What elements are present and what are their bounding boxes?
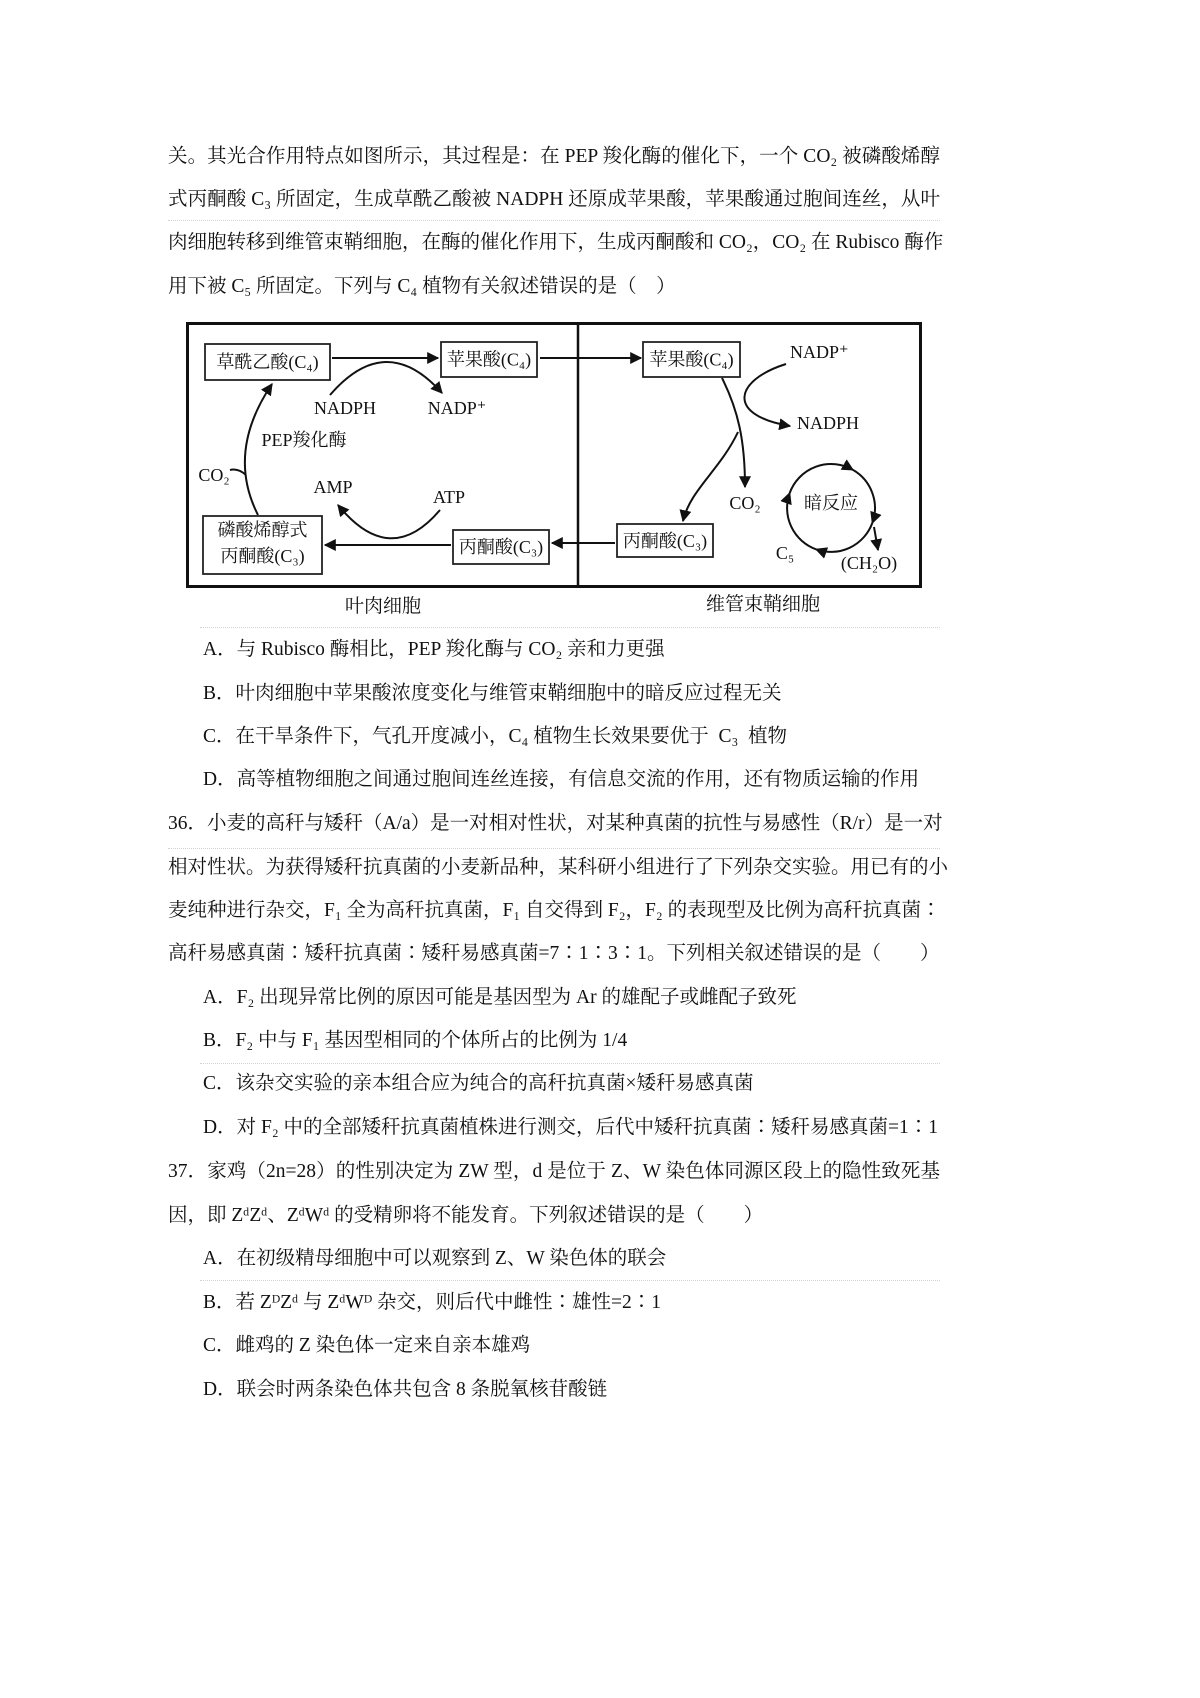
q35-stem-line-3: 肉细胞转移到维管束鞘细胞，在酶的催化作用下，生成丙酮酸和 CO₂，CO₂ 在 Rubisco 酶作 — [168, 232, 944, 253]
oxaloacetate-label: 草酰乙酸(C₄) — [216, 352, 319, 372]
option-text: 在初级精母细胞中可以观察到 Z、W 染色体的联会 — [236, 1248, 667, 1269]
q37-option-b — [203, 1288, 661, 1318]
mesophyll-caption: 叶肉细胞 — [344, 596, 421, 617]
q37-option-c — [203, 1331, 530, 1361]
dotted-rule — [168, 220, 940, 221]
option-text: 雌鸡的 Z 染色体一定来自亲本雄鸡 — [235, 1335, 531, 1356]
arrow-malate-to-co2 — [722, 378, 745, 487]
nadp-label-mesophyll: NADP⁺ — [427, 398, 487, 418]
option-label: D． — [203, 769, 237, 790]
option-text: 联会时两条染色体共包含 8 条脱氧核苷酸链 — [236, 1379, 608, 1400]
q36-option-d — [203, 1113, 938, 1143]
q36-option-c — [203, 1069, 754, 1099]
option-label: A． — [203, 987, 237, 1008]
q36-stem-line-2: 相对性状。为获得矮秆抗真菌的小麦新品种，某科研小组进行了下列杂交实验。用已有的小 — [168, 857, 949, 878]
dotted-rule — [168, 848, 940, 849]
option-text: 叶肉细胞中苹果酸浓度变化与维管束鞘细胞中的暗反应过程无关 — [235, 683, 782, 704]
option-text: 对 F₂ 中的全部矮秆抗真菌植株进行测交，后代中矮秆抗真菌∶矮秆易感真菌=1∶1 — [236, 1117, 938, 1138]
q37-option-d — [203, 1375, 607, 1405]
q35-option-b — [203, 679, 782, 709]
option-text: F₂ 出现异常比例的原因可能是基因型为 Ar 的雄配子或雌配子致死 — [236, 987, 797, 1008]
q35-option-c — [203, 722, 787, 752]
nadp-label-bundle-sheath: NADP⁺ — [790, 342, 849, 362]
option-text: 在干旱条件下，气孔开度减小，C₄ 植物生长效果要优于 C₃ 植物 — [235, 726, 788, 747]
option-label: C． — [203, 726, 236, 747]
option-label: B． — [203, 1292, 236, 1313]
calvin-cycle-arc-3 — [816, 523, 872, 552]
option-label: D． — [203, 1379, 237, 1400]
bundle-sheath-caption: 维管束鞘细胞 — [705, 594, 820, 615]
dotted-rule — [200, 627, 940, 628]
arrow-atp-to-amp — [338, 505, 440, 538]
nadph-label-bundle-sheath: NADPH — [797, 413, 860, 433]
option-text: 该杂交实验的亲本组合应为纯合的高秆抗真菌×矮秆易感真菌 — [235, 1073, 754, 1094]
option-label: D． — [203, 1117, 237, 1138]
q36-stem-line-3: 麦纯种进行杂交，F₁ 全为高秆抗真菌，F₁ 自交得到 F₂，F₂ 的表现型及比例为高秆抗真菌∶ — [168, 900, 941, 921]
atp-label: ATP — [432, 487, 466, 507]
option-text: F₂ 中与 F₁ 基因型相同的个体所占的比例为 1/4 — [235, 1030, 628, 1051]
pep-label-line-2: 丙酮酸(C₃) — [220, 546, 305, 566]
q37-stem-line-2: 因，即 ZᵈZᵈ、ZᵈWᵈ 的受精卵将不能发育。下列叙述错误的是（ ） — [168, 1205, 764, 1226]
option-label: A． — [203, 639, 237, 660]
co2-label-bundle-sheath: CO₂ — [729, 493, 761, 513]
q36-option-a — [203, 983, 796, 1013]
dotted-rule — [200, 1280, 940, 1281]
pep-carboxylase-label: PEP羧化酶 — [261, 430, 347, 450]
pep-label-line-1: 磷酸烯醇式 — [217, 520, 308, 540]
q36-stem-line-4: 高秆易感真菌∶矮秆抗真菌∶矮秆易感真菌=7∶1∶3∶1。下列相关叙述错误的是（ ） — [168, 943, 940, 964]
option-text: 与 Rubisco 酶相比，PEP 羧化酶与 CO₂ 亲和力更强 — [236, 639, 665, 660]
q35-option-a — [203, 635, 665, 665]
option-label: C． — [203, 1073, 236, 1094]
pyruvate-label-bundle-sheath: 丙酮酸(C₃) — [622, 531, 708, 551]
option-text: 若 ZᴰZᵈ 与 ZᵈWᴰ 杂交，则后代中雌性∶雄性=2∶1 — [235, 1292, 662, 1313]
q37-option-a — [203, 1244, 666, 1274]
malate-label-mesophyll: 苹果酸(C₄) — [446, 349, 532, 370]
dark-reaction-label: 暗反应 — [804, 493, 858, 513]
q35-stem-line-2: 式丙酮酸 C₃ 所固定，生成草酰乙酸被 NADPH 还原成苹果酸，苹果酸通过胞间连丝，从叶 — [168, 189, 940, 210]
arrow-nadph-to-nadp — [330, 362, 442, 395]
q36-option-b — [203, 1026, 627, 1056]
option-label: B． — [203, 1030, 236, 1051]
ch2o-label: (CH₂O) — [840, 553, 898, 573]
amp-label: AMP — [313, 477, 353, 497]
option-label: B． — [203, 683, 236, 704]
option-label: A． — [203, 1248, 237, 1269]
q36-stem-line-1: 36．小麦的高秆与矮秆（A/a）是一对相对性状，对某种真菌的抗性与易感性（R/r）是一对 — [168, 813, 943, 834]
calvin-cycle-arc-1 — [790, 464, 853, 493]
c5-label: C₅ — [775, 543, 795, 563]
nadph-label-mesophyll: NADPH — [313, 398, 377, 418]
q35-option-d — [203, 765, 919, 795]
arrow-to-ch2o — [874, 527, 878, 550]
option-text: 高等植物细胞之间通过胞间连丝连接，有信息交流的作用，还有物质运输的作用 — [236, 769, 920, 790]
q35-stem-line-4: 用下被 C₅ 所固定。下列与 C₄ 植物有关叙述错误的是（ ） — [168, 276, 676, 297]
q35-stem-line-1: 关。其光合作用特点如图所示，其过程是：在 PEP 羧化酶的催化下，一个 CO₂ 被磷酸烯醇 — [168, 146, 940, 167]
pyruvate-label-mesophyll: 丙酮酸(C₃) — [458, 537, 544, 557]
co2-label-mesophyll: CO₂ — [198, 465, 230, 485]
dotted-rule — [200, 1063, 940, 1064]
option-label: C． — [203, 1335, 236, 1356]
c4-photosynthesis-diagram — [186, 322, 922, 588]
co2-input-line — [230, 470, 246, 475]
arrow-nadp-to-nadph — [744, 364, 790, 426]
q37-stem-line-1: 37．家鸡（2n=28）的性别决定为 ZW 型，d 是位于 Z、W 染色体同源区段上的隐性致死基 — [168, 1161, 940, 1182]
malate-label-bundle-sheath: 苹果酸(C₄) — [649, 349, 734, 370]
